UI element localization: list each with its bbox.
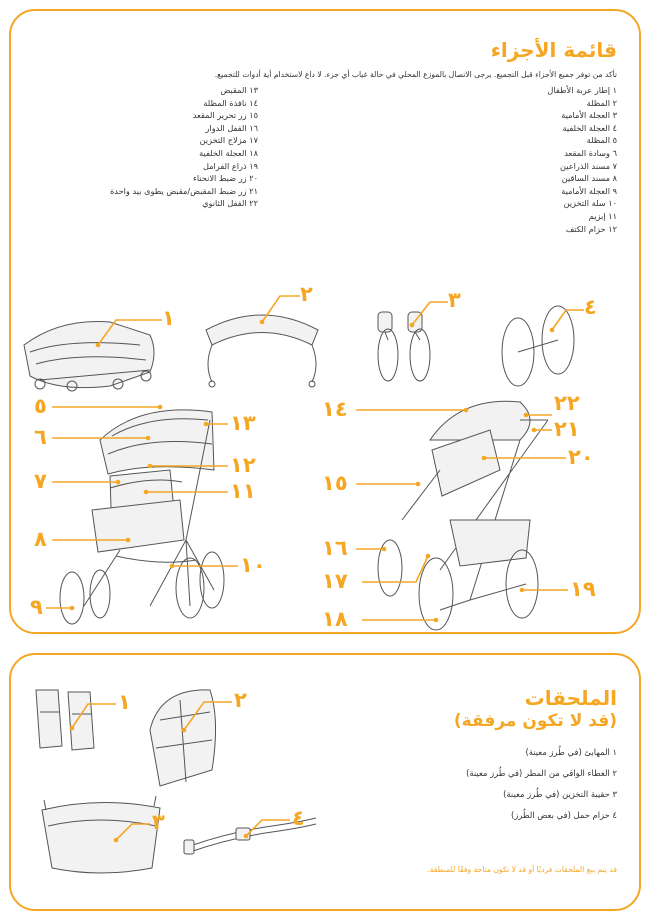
callout-3: ٣ xyxy=(448,288,461,312)
accessory-callout-3: ٣ xyxy=(152,810,165,834)
list-item: ١٨ العجلة الخلفية xyxy=(199,147,258,158)
list-item: ١٩ ذراع الفرامل xyxy=(202,160,258,171)
list-item: ٤ العجلة الخلفية xyxy=(562,122,617,133)
callout-12: ١٢ xyxy=(230,453,256,477)
callout-13: ١٣ xyxy=(230,411,256,435)
list-item: ١١ إبزيم xyxy=(588,210,617,221)
list-item: ٥ المظلة xyxy=(586,135,617,146)
list-item: ٣ العجلة الأمامية xyxy=(561,110,617,121)
parts-title: قائمة الأجزاء xyxy=(490,38,617,62)
callout-4: ٤ xyxy=(584,295,597,319)
callout-21: ٢١ xyxy=(554,417,580,441)
callout-19: ١٩ xyxy=(570,577,596,601)
stroller-side-drawing xyxy=(378,401,548,630)
folded-frame-drawing xyxy=(24,321,154,391)
list-item: ١٤ نافذة المظلة xyxy=(203,97,258,108)
callout-11: ١١ xyxy=(230,479,256,503)
list-item: ٧ مسند الذراعين xyxy=(560,160,617,171)
callout-18: ١٨ xyxy=(322,607,348,631)
list-item: ٢٠ زر ضبط الانحناء xyxy=(192,173,258,184)
front-wheels-drawing xyxy=(378,312,430,381)
list-item: ٢ الغطاء الواقي من المطر (في طُرز معينة) xyxy=(466,768,617,778)
callout-14: ١٤ xyxy=(322,397,348,421)
accessory-callout-2: ٢ xyxy=(234,688,247,712)
list-item: ٣ حقيبة التخزين (في طُرز معينة) xyxy=(503,789,617,799)
list-item: ٢٢ القفل الثانوي xyxy=(202,198,258,209)
callout-2: ٢ xyxy=(300,282,313,306)
callout-20: ٢٠ xyxy=(568,445,594,469)
list-item: ١٦ القفل الدوار xyxy=(205,122,258,133)
rear-wheels-drawing xyxy=(502,306,574,386)
list-item: ١٣ المقبض xyxy=(220,85,258,95)
callout-9: ٩ xyxy=(30,595,43,619)
callout-6: ٦ xyxy=(34,425,47,449)
list-item: ٩ العجلة الأمامية xyxy=(561,185,617,196)
canopy-drawing xyxy=(206,315,318,387)
list-item: ١٠ سلة التخزين xyxy=(563,198,617,209)
stroller-front-drawing xyxy=(60,410,224,624)
accessories-title: الملحقات xyxy=(524,686,617,710)
storage-bag-drawing xyxy=(42,796,160,873)
list-item: ١٧ مزلاج التخزين xyxy=(199,135,258,146)
rain-cover-drawing xyxy=(150,690,216,786)
list-item: ١٥ زر تحرير المقعد xyxy=(192,110,258,121)
accessories-list xyxy=(466,742,617,826)
list-item: ١ المهايئ (في طُرز معينة) xyxy=(525,747,617,757)
parts-intro: تأكد من توفر جميع الأجزاء قبل التجميع. يرجى الاتصال بالموزع المحلي في حالة غياب أي جزء. لا داع لاستخدام أية أدوات للتجميع. xyxy=(214,70,617,79)
callout-1: ١ xyxy=(162,306,175,330)
callout-15: ١٥ xyxy=(322,471,348,495)
list-item: ٤ حزام حمل (في بعض الطُرز) xyxy=(510,810,617,820)
accessory-callout-4: ٤ xyxy=(292,806,305,830)
list-item: ٢١ زر ضبط المقبض/مقبض يطوى بيد واحدة xyxy=(109,185,258,196)
adapters-drawing xyxy=(36,690,94,750)
accessory-callout-1: ١ xyxy=(118,690,131,714)
list-item: ٨ مسند الساقين xyxy=(561,173,617,184)
list-item: ١ إطار عربة الأطفال xyxy=(547,85,617,95)
list-item: ٢ المظلة xyxy=(586,97,617,108)
accessories-note: قد يتم بيع الملحقات فرديًا أو قد لا تكون متاحة وفقًا للمنطقة. xyxy=(427,865,617,874)
callout-17: ١٧ xyxy=(322,569,348,593)
callout-7: ٧ xyxy=(34,469,47,493)
list-item: ١٢ حزام الكتف xyxy=(565,223,617,234)
callout-8: ٨ xyxy=(34,527,47,551)
accessories-subtitle: (قد لا تكون مرفقة) xyxy=(453,711,617,731)
list-item: ٦ وسادة المقعد xyxy=(564,147,617,158)
callout-5: ٥ xyxy=(34,394,47,418)
callout-16: ١٦ xyxy=(322,536,348,560)
callout-10: ١٠ xyxy=(240,553,266,577)
callout-22: ٢٢ xyxy=(554,391,580,415)
